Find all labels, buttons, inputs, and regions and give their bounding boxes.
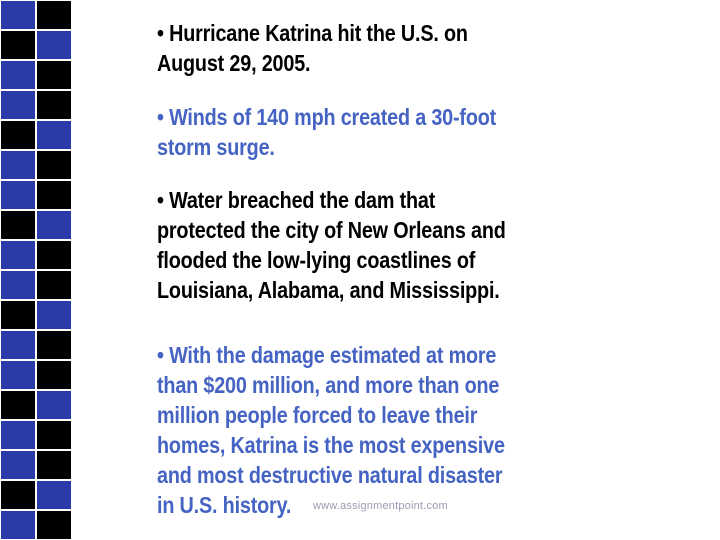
- stripe-block: [36, 330, 72, 360]
- stripe-block: [36, 30, 72, 60]
- paragraph-line: million people forced to leave their: [157, 402, 478, 428]
- stripe-block: [0, 270, 36, 300]
- bullet-paragraph-4: [157, 340, 553, 520]
- stripe-block: [36, 360, 72, 390]
- stripe-block: [0, 390, 36, 420]
- paragraph-line: flooded the low-lying coastlines of: [157, 247, 476, 273]
- paragraph-line: storm surge.: [157, 134, 275, 160]
- stripe-block: [0, 510, 36, 540]
- stripe-block: [36, 240, 72, 270]
- paragraph-line: • Winds of 140 mph created a 30-foot: [157, 104, 497, 130]
- paragraph-line: protected the city of New Orleans and: [157, 217, 506, 243]
- stripe-block: [36, 390, 72, 420]
- stripe-block: [0, 90, 36, 120]
- stripe-block: [36, 480, 72, 510]
- stripe-block: [36, 180, 72, 210]
- stripe-block: [36, 450, 72, 480]
- bullet-paragraph-1: [157, 18, 553, 78]
- stripe-block: [36, 150, 72, 180]
- stripe-block: [36, 510, 72, 540]
- stripe-block: [0, 300, 36, 330]
- paragraph-line: August 29, 2005.: [157, 50, 311, 76]
- stripe-block: [0, 420, 36, 450]
- stripe-block: [0, 30, 36, 60]
- paragraph-line: • Hurricane Katrina hit the U.S. on: [157, 20, 468, 46]
- paragraph-line: Louisiana, Alabama, and Mississippi.: [157, 277, 500, 303]
- stripe-block: [36, 90, 72, 120]
- stripe-block: [36, 300, 72, 330]
- stripe-block: [0, 240, 36, 270]
- paragraph-line: than $200 million, and more than one: [157, 372, 500, 398]
- stripe-block: [0, 60, 36, 90]
- stripe-block: [0, 360, 36, 390]
- stripe-block: [0, 150, 36, 180]
- stripe-block: [36, 420, 72, 450]
- stripe-block: [0, 120, 36, 150]
- paragraph-line: • Water breached the dam that: [157, 187, 436, 213]
- stripe-block: [36, 120, 72, 150]
- paragraph-line: homes, Katrina is the most expensive: [157, 432, 505, 458]
- stripe-block: [36, 0, 72, 30]
- stripe-block: [0, 210, 36, 240]
- paragraph-line: and most destructive natural disaster: [157, 462, 503, 488]
- paragraph-line: • With the damage estimated at more: [157, 342, 497, 368]
- stripe-block: [0, 0, 36, 30]
- decorative-stripe: [0, 0, 72, 540]
- stripe-block: [0, 480, 36, 510]
- watermark-text: www.assignmentpoint.com: [313, 500, 448, 512]
- stripe-block: [36, 60, 72, 90]
- paragraph-line: in U.S. history.: [157, 492, 292, 518]
- bullet-paragraph-3: [157, 185, 553, 305]
- stripe-block: [0, 450, 36, 480]
- stripe-block: [0, 180, 36, 210]
- stripe-block: [36, 270, 72, 300]
- bullet-paragraph-2: [157, 102, 553, 162]
- stripe-block: [0, 330, 36, 360]
- stripe-block: [36, 210, 72, 240]
